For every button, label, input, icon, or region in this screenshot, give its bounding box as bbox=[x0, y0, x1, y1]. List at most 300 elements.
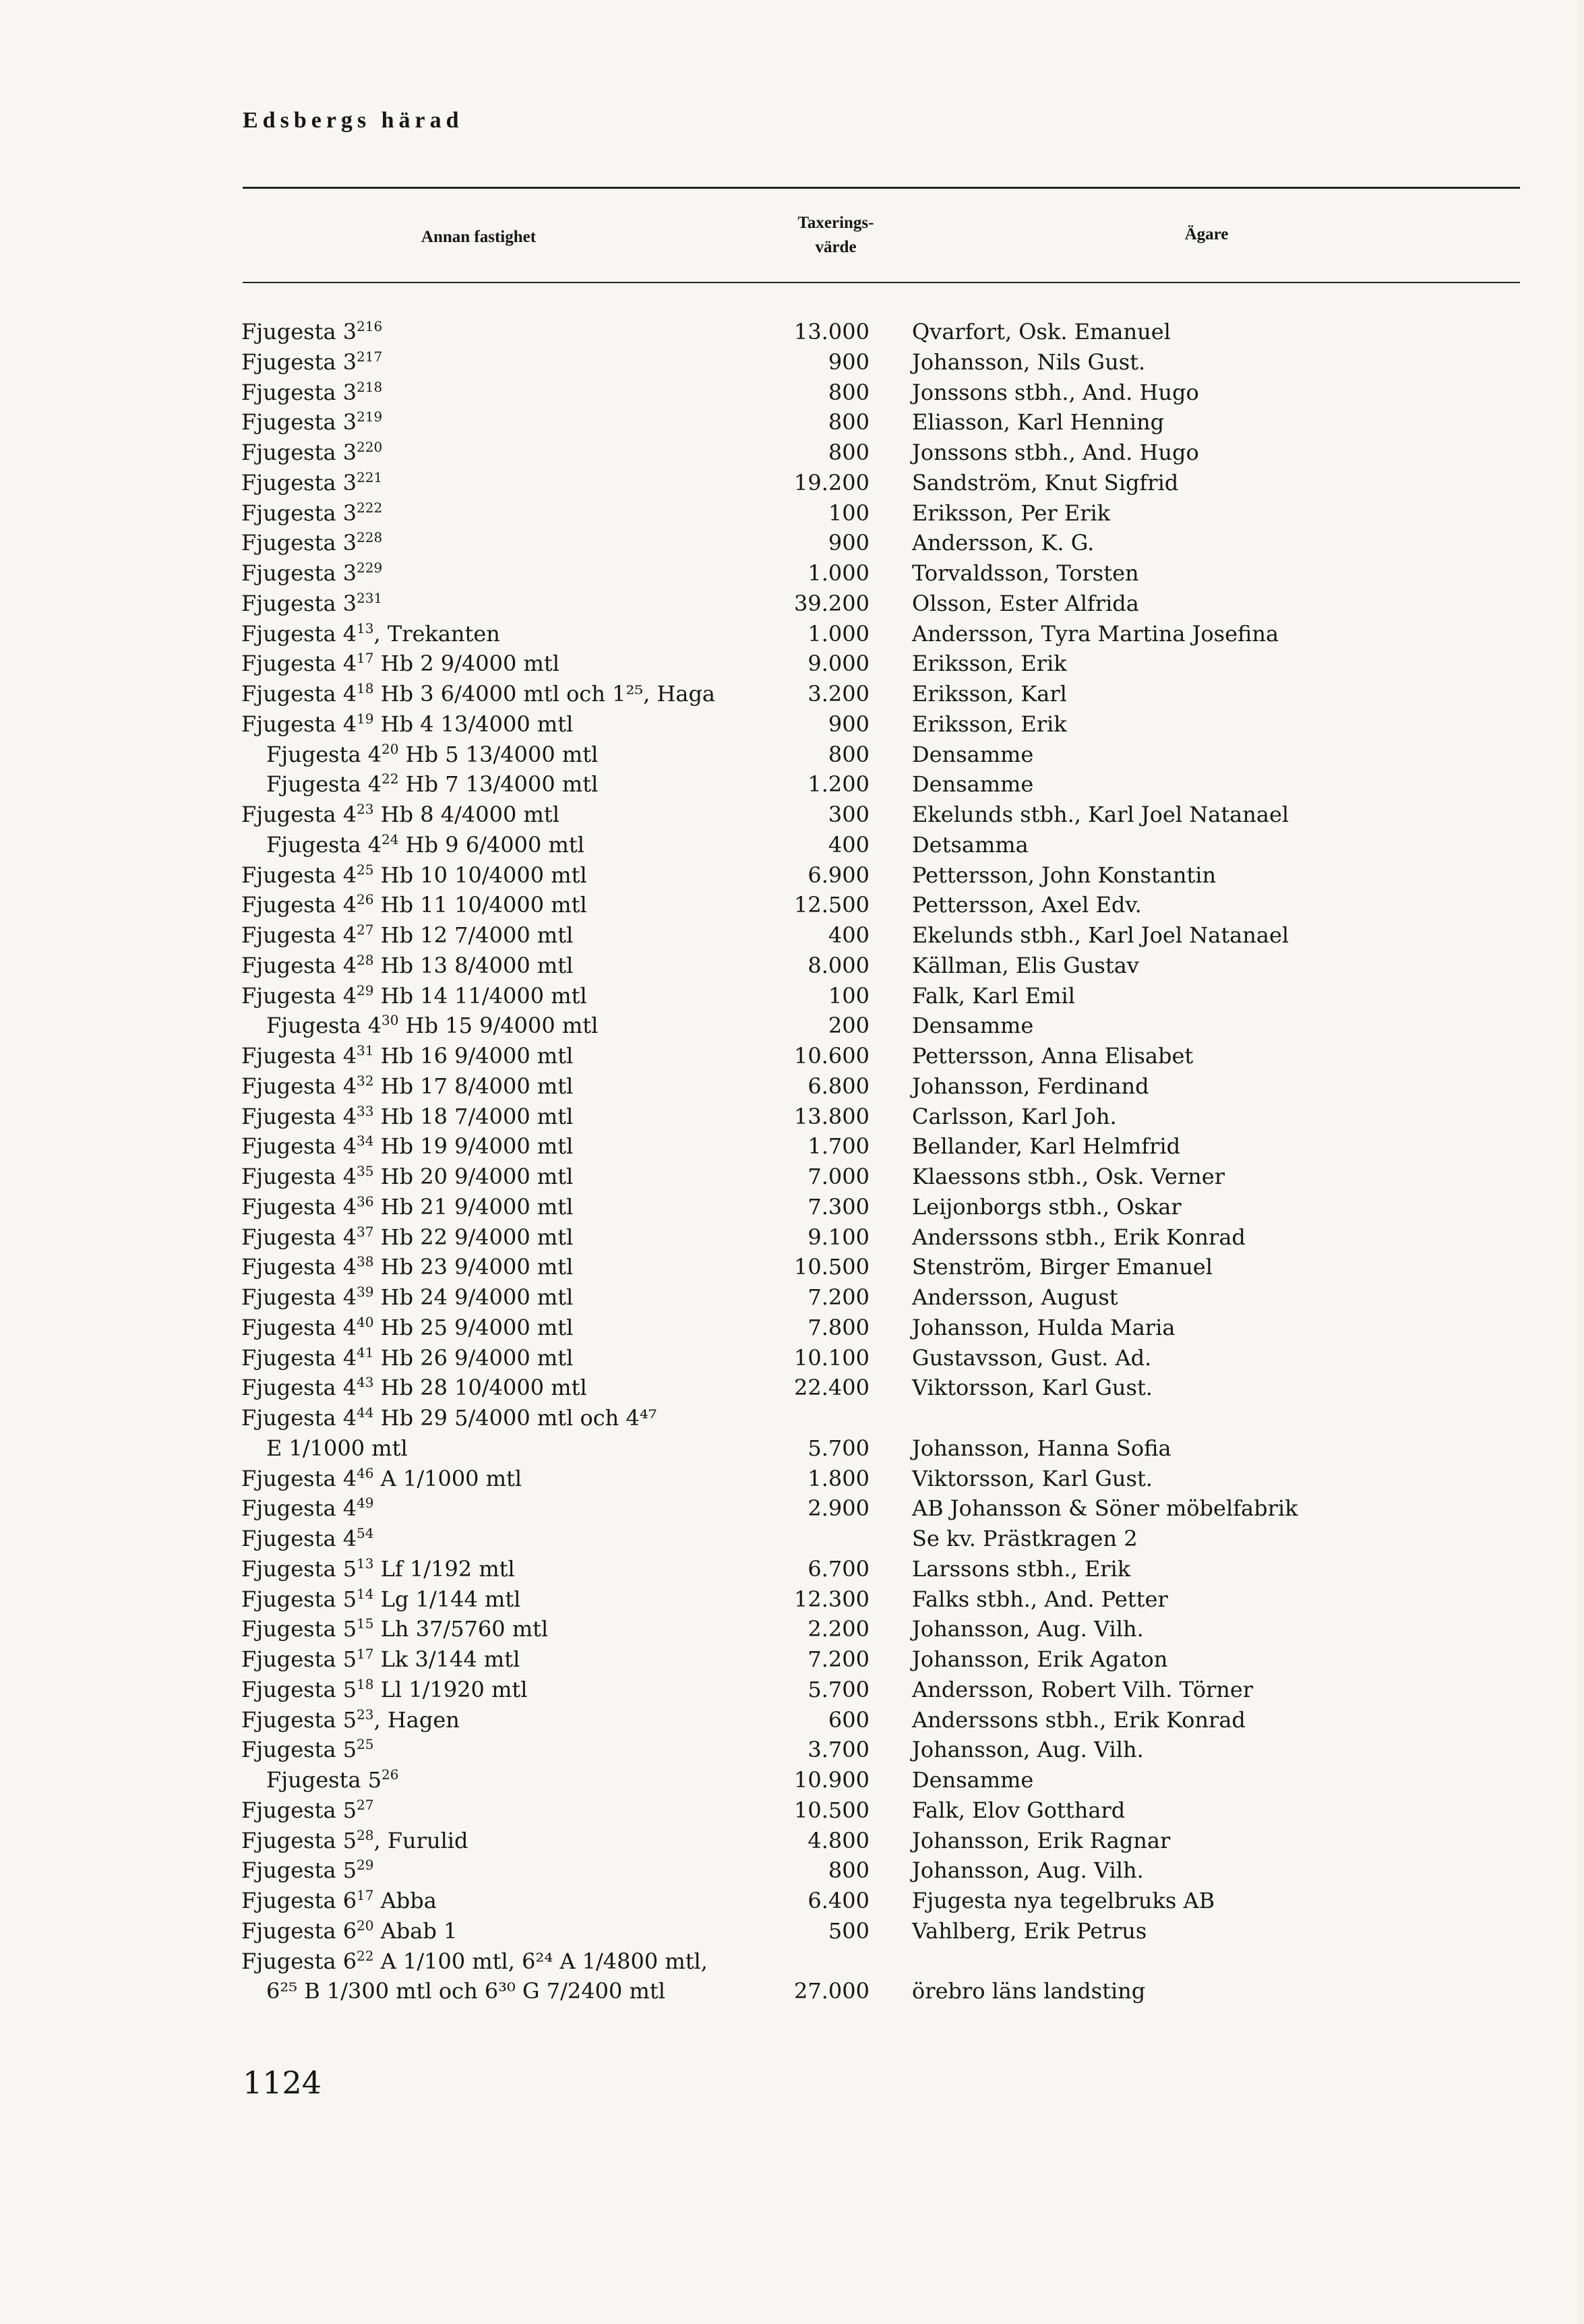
tax-value-cell: 2.900 bbox=[808, 1495, 870, 1522]
table-row bbox=[0, 438, 1577, 468]
property-number-superscript: 36 bbox=[357, 1193, 374, 1210]
property-name: Fjugesta 4 bbox=[241, 952, 357, 978]
property-number-superscript: 24 bbox=[382, 831, 399, 847]
property-detail: Hb 3 6/4000 mtl och 1²⁵, Haga bbox=[373, 681, 715, 707]
property-cell bbox=[241, 679, 715, 709]
property-detail: Hb 21 9/4000 mtl bbox=[373, 1193, 574, 1220]
property-number-superscript: 23 bbox=[357, 801, 374, 817]
property-detail: Hb 24 9/4000 mtl bbox=[373, 1284, 574, 1310]
property-number-superscript: 54 bbox=[357, 1525, 374, 1541]
property-cell bbox=[241, 860, 587, 891]
property-detail: A 1/1000 mtl bbox=[373, 1465, 522, 1491]
property-name: Fjugesta 4 bbox=[241, 1375, 357, 1401]
property-number-superscript: 18 bbox=[357, 680, 374, 696]
column-header-property: Annan fastighet bbox=[421, 228, 537, 246]
table-row bbox=[0, 830, 1577, 860]
property-name: Fjugesta 4 bbox=[241, 802, 357, 827]
table-row bbox=[0, 1433, 1577, 1464]
property-cell bbox=[241, 1162, 573, 1192]
property-detail: Hb 10 10/4000 mtl bbox=[373, 862, 587, 888]
property-cell bbox=[241, 1464, 522, 1494]
owner-cell: Densamme bbox=[912, 771, 1034, 798]
table-row bbox=[0, 1313, 1577, 1343]
tax-value-cell: 900 bbox=[828, 711, 870, 737]
property-cell bbox=[241, 1855, 374, 1886]
property-cell bbox=[241, 1102, 573, 1132]
tax-value-cell: 6.400 bbox=[808, 1888, 870, 1913]
header-rule-top bbox=[243, 187, 1520, 189]
property-cell bbox=[241, 1041, 573, 1071]
property-detail: Hb 2 9/4000 mtl bbox=[373, 651, 559, 677]
tax-value-cell: 800 bbox=[828, 379, 870, 405]
table-row bbox=[0, 347, 1577, 378]
property-number-superscript: 34 bbox=[357, 1133, 374, 1150]
table-row bbox=[0, 1675, 1577, 1705]
property-name: Fjugesta 4 bbox=[241, 1526, 357, 1551]
property-number-superscript: 13 bbox=[357, 1555, 374, 1572]
property-name: Fjugesta 4 bbox=[266, 741, 382, 767]
property-name: Fjugesta 5 bbox=[241, 1827, 357, 1853]
property-name: Fjugesta 4 bbox=[241, 1224, 357, 1250]
property-cell bbox=[241, 800, 559, 830]
property-cell bbox=[241, 1071, 573, 1102]
property-name: Fjugesta 5 bbox=[241, 1616, 357, 1642]
owner-cell: Ekelunds stbh., Karl Joel Natanael bbox=[912, 922, 1289, 948]
tax-value-cell: 800 bbox=[828, 440, 870, 465]
table-row bbox=[0, 1946, 1577, 1977]
property-number-superscript: 18 bbox=[357, 1675, 374, 1692]
table-row bbox=[0, 1041, 1577, 1071]
owner-cell: Johansson, Aug. Vilh. bbox=[912, 1616, 1144, 1642]
property-number-superscript: 31 bbox=[357, 1042, 374, 1059]
property-number-superscript: 20 bbox=[382, 740, 399, 757]
column-header-value bbox=[768, 211, 903, 260]
property-name: Fjugesta 4 bbox=[241, 681, 357, 707]
owner-cell: Detsamma bbox=[912, 831, 1029, 858]
property-name: Fjugesta 4 bbox=[241, 1284, 357, 1310]
property-name: Fjugesta 4 bbox=[266, 771, 382, 798]
property-name: Fjugesta 6 bbox=[241, 1948, 357, 1974]
property-name: Fjugesta 4 bbox=[241, 1344, 357, 1371]
property-cell bbox=[241, 951, 573, 981]
property-number-superscript: 19 bbox=[357, 710, 374, 727]
property-detail: Lf 1/192 mtl bbox=[373, 1555, 515, 1582]
table-row bbox=[0, 1162, 1577, 1192]
property-number-superscript: 33 bbox=[357, 1102, 374, 1119]
property-detail: Hb 8 4/4000 mtl bbox=[373, 802, 559, 827]
table-row bbox=[0, 1584, 1577, 1615]
tax-value-cell: 1.000 bbox=[808, 560, 870, 586]
table-row bbox=[0, 528, 1577, 558]
table-row bbox=[0, 1554, 1577, 1584]
tax-value-cell: 500 bbox=[828, 1917, 870, 1944]
property-name: Fjugesta 4 bbox=[241, 651, 357, 677]
property-detail: Hb 11 10/4000 mtl bbox=[373, 892, 587, 918]
owner-cell: Falk, Elov Gotthard bbox=[912, 1797, 1126, 1823]
property-detail: Hb 26 9/4000 mtl bbox=[373, 1344, 574, 1371]
property-number-superscript: 38 bbox=[357, 1253, 374, 1270]
owner-cell: Sandström, Knut Sigfrid bbox=[912, 469, 1179, 496]
property-name: Fjugesta 3 bbox=[241, 379, 357, 405]
property-number-superscript: 221 bbox=[357, 469, 383, 485]
property-name: Fjugesta 4 bbox=[266, 831, 382, 858]
property-cell bbox=[241, 347, 382, 378]
tax-value-cell: 3.700 bbox=[808, 1737, 870, 1763]
property-detail: Hb 16 9/4000 mtl bbox=[373, 1043, 574, 1069]
owner-cell: Vahlberg, Erik Petrus bbox=[912, 1917, 1147, 1944]
owner-cell: Jonssons stbh., And. Hugo bbox=[912, 379, 1199, 405]
property-name: Fjugesta 4 bbox=[241, 862, 357, 888]
property-cell bbox=[241, 1644, 520, 1675]
table-row bbox=[0, 1282, 1577, 1313]
property-name: Fjugesta 4 bbox=[241, 982, 357, 1009]
tax-value-cell: 39.200 bbox=[794, 590, 870, 616]
table-row bbox=[0, 1735, 1577, 1765]
property-name: Fjugesta 5 bbox=[241, 1706, 357, 1733]
property-cell bbox=[241, 1222, 573, 1253]
property-number-superscript: 228 bbox=[357, 529, 383, 546]
property-name: 6²⁵ B 1/300 mtl och 6³⁰ G 7/2400 mtl bbox=[266, 1978, 665, 2004]
property-name: Fjugesta 4 bbox=[266, 1013, 382, 1039]
table-row bbox=[0, 468, 1577, 498]
property-name: Fjugesta 5 bbox=[241, 1797, 357, 1823]
table-row bbox=[0, 1614, 1577, 1644]
property-cell bbox=[241, 589, 382, 619]
property-detail: Hb 20 9/4000 mtl bbox=[373, 1164, 574, 1189]
owner-cell: Eriksson, Per Erik bbox=[912, 500, 1111, 526]
tax-value-cell: 5.700 bbox=[808, 1676, 870, 1702]
owner-cell: Klaessons stbh., Osk. Verner bbox=[912, 1164, 1225, 1189]
tax-value-cell: 300 bbox=[828, 802, 870, 827]
property-number-superscript: 25 bbox=[357, 1736, 374, 1753]
property-cell bbox=[241, 649, 559, 679]
owner-cell: Pettersson, John Konstantin bbox=[912, 862, 1217, 888]
property-cell bbox=[241, 1403, 657, 1433]
table-row bbox=[0, 1011, 1577, 1041]
property-name: Fjugesta 4 bbox=[241, 1133, 357, 1160]
running-head: Edsbergs härad bbox=[243, 108, 464, 133]
property-number-superscript: 220 bbox=[357, 439, 383, 455]
property-detail: , Furulid bbox=[373, 1827, 468, 1853]
owner-cell: AB Johansson & Söner möbelfabrik bbox=[912, 1495, 1298, 1522]
property-name: Fjugesta 4 bbox=[241, 1164, 357, 1189]
property-name: E 1/1000 mtl bbox=[266, 1435, 408, 1461]
tax-value-cell: 400 bbox=[828, 922, 870, 948]
tax-value-cell: 6.800 bbox=[808, 1073, 870, 1099]
property-cell bbox=[241, 1192, 573, 1222]
table-row bbox=[0, 407, 1577, 438]
tax-value-cell: 800 bbox=[828, 1857, 870, 1884]
property-detail: Hb 12 7/4000 mtl bbox=[373, 922, 574, 948]
tax-value-cell: 100 bbox=[828, 500, 870, 526]
property-cell bbox=[241, 1826, 468, 1856]
tax-value-cell: 800 bbox=[828, 409, 870, 436]
property-cell bbox=[241, 981, 587, 1011]
property-detail: Lh 37/5760 mtl bbox=[373, 1616, 549, 1642]
tax-value-cell: 8.000 bbox=[808, 952, 870, 978]
table-row bbox=[0, 1916, 1577, 1946]
property-cell bbox=[241, 920, 573, 951]
property-name: Fjugesta 5 bbox=[241, 1676, 357, 1702]
table-row bbox=[0, 378, 1577, 408]
owner-cell: Ekelunds stbh., Karl Joel Natanael bbox=[912, 802, 1289, 827]
column-header-owner: Ägare bbox=[1184, 225, 1229, 243]
property-cell bbox=[266, 1433, 408, 1464]
tax-value-cell: 4.800 bbox=[808, 1827, 870, 1853]
owner-cell: Viktorsson, Karl Gust. bbox=[912, 1465, 1153, 1491]
property-name: Fjugesta 4 bbox=[241, 1405, 357, 1431]
table-row bbox=[0, 1222, 1577, 1253]
table-row bbox=[0, 1705, 1577, 1735]
property-number-superscript: 14 bbox=[357, 1585, 374, 1602]
table-row bbox=[0, 1192, 1577, 1222]
owner-cell: Stenström, Birger Emanuel bbox=[912, 1254, 1213, 1280]
property-number-superscript: 218 bbox=[357, 378, 383, 395]
table-row bbox=[0, 890, 1577, 920]
property-name: Fjugesta 5 bbox=[241, 1586, 357, 1612]
property-number-superscript: 17 bbox=[357, 1646, 374, 1662]
property-number-superscript: 20 bbox=[357, 1917, 374, 1934]
property-detail: Abba bbox=[373, 1888, 437, 1913]
property-detail: , Hagen bbox=[373, 1706, 460, 1733]
tax-value-cell: 27.000 bbox=[794, 1978, 870, 2004]
owner-cell: Andersson, August bbox=[912, 1284, 1118, 1310]
property-cell bbox=[241, 378, 382, 408]
page-number: 1124 bbox=[243, 2064, 322, 2101]
tax-value-cell: 10.500 bbox=[794, 1797, 870, 1823]
property-number-superscript: 27 bbox=[357, 922, 374, 938]
property-detail: Hb 9 6/4000 mtl bbox=[398, 831, 584, 858]
table-row bbox=[0, 981, 1577, 1011]
owner-cell: Anderssons stbh., Erik Konrad bbox=[912, 1706, 1246, 1733]
owner-cell: Carlsson, Karl Joh. bbox=[912, 1103, 1117, 1129]
property-name: Fjugesta 5 bbox=[241, 1555, 357, 1582]
property-cell bbox=[241, 1343, 573, 1373]
property-detail: Abab 1 bbox=[373, 1917, 458, 1944]
tax-value-cell: 2.200 bbox=[808, 1616, 870, 1642]
tax-value-cell: 1.800 bbox=[808, 1465, 870, 1491]
property-detail: Hb 25 9/4000 mtl bbox=[373, 1314, 574, 1340]
owner-cell: Eriksson, Erik bbox=[912, 651, 1067, 677]
property-cell bbox=[241, 1252, 573, 1282]
property-cell bbox=[241, 1313, 573, 1343]
table-row bbox=[0, 1131, 1577, 1162]
property-detail: Hb 13 8/4000 mtl bbox=[373, 952, 574, 978]
property-cell bbox=[266, 769, 598, 800]
table-row bbox=[0, 1071, 1577, 1102]
property-number-superscript: 37 bbox=[357, 1223, 374, 1240]
tax-value-cell: 1.700 bbox=[808, 1133, 870, 1160]
table-row bbox=[0, 1343, 1577, 1373]
property-cell bbox=[266, 1011, 598, 1041]
property-number-superscript: 32 bbox=[357, 1072, 374, 1089]
owner-cell: Olsson, Ester Alfrida bbox=[912, 590, 1139, 616]
owner-cell: Johansson, Hulda Maria bbox=[912, 1314, 1176, 1340]
owner-cell: Jonssons stbh., And. Hugo bbox=[912, 440, 1199, 465]
property-number-superscript: 49 bbox=[357, 1495, 374, 1512]
property-detail: Ll 1/1920 mtl bbox=[373, 1676, 528, 1702]
table-row bbox=[0, 1644, 1577, 1675]
property-number-superscript: 29 bbox=[357, 1857, 374, 1874]
property-number-superscript: 23 bbox=[357, 1706, 374, 1723]
tax-value-cell: 9.000 bbox=[808, 651, 870, 677]
property-name: Fjugesta 4 bbox=[241, 892, 357, 918]
column-header-value-line2: värde bbox=[815, 238, 857, 256]
table-row bbox=[0, 558, 1577, 589]
property-number-superscript: 17 bbox=[357, 1887, 374, 1903]
property-cell bbox=[266, 740, 598, 770]
property-number-superscript: 39 bbox=[357, 1284, 374, 1300]
property-name: Fjugesta 3 bbox=[241, 409, 357, 436]
table-row bbox=[0, 619, 1577, 649]
tax-value-cell: 7.200 bbox=[808, 1284, 870, 1310]
property-name: Fjugesta 4 bbox=[241, 620, 357, 647]
property-number-superscript: 30 bbox=[382, 1012, 399, 1029]
property-name: Fjugesta 4 bbox=[241, 1103, 357, 1129]
property-number-superscript: 26 bbox=[357, 891, 374, 908]
property-number-superscript: 28 bbox=[357, 1826, 374, 1843]
property-number-superscript: 222 bbox=[357, 499, 383, 516]
table-row bbox=[0, 679, 1577, 709]
property-name: Fjugesta 5 bbox=[266, 1767, 382, 1793]
property-name: Fjugesta 5 bbox=[241, 1857, 357, 1884]
property-cell bbox=[241, 890, 587, 920]
header-rule-bottom bbox=[243, 282, 1520, 283]
property-name: Fjugesta 3 bbox=[241, 319, 357, 345]
property-name: Fjugesta 5 bbox=[241, 1646, 357, 1672]
property-cell bbox=[241, 1373, 587, 1403]
owner-cell: Qvarfort, Osk. Emanuel bbox=[912, 319, 1171, 345]
property-detail: Hb 15 9/4000 mtl bbox=[398, 1013, 599, 1039]
property-number-superscript: 41 bbox=[357, 1344, 374, 1361]
property-cell bbox=[241, 528, 382, 558]
property-detail: Lk 3/144 mtl bbox=[373, 1646, 520, 1672]
tax-value-cell: 22.400 bbox=[794, 1375, 870, 1401]
tax-value-cell: 900 bbox=[828, 349, 870, 375]
table-row bbox=[0, 709, 1577, 740]
property-detail: Hb 4 13/4000 mtl bbox=[373, 711, 574, 737]
tax-value-cell: 13.800 bbox=[794, 1103, 870, 1129]
table-row bbox=[0, 1855, 1577, 1886]
tax-value-cell: 400 bbox=[828, 831, 870, 858]
owner-cell: Densamme bbox=[912, 1767, 1034, 1793]
tax-value-cell: 1.200 bbox=[808, 771, 870, 798]
owner-cell: Falks stbh., And. Petter bbox=[912, 1586, 1168, 1612]
owner-cell: Johansson, Aug. Vilh. bbox=[912, 1737, 1144, 1763]
property-cell bbox=[241, 438, 382, 468]
owner-cell: Johansson, Nils Gust. bbox=[912, 349, 1146, 375]
property-cell bbox=[241, 468, 382, 498]
table-row bbox=[0, 1403, 1577, 1433]
tax-value-cell: 200 bbox=[828, 1013, 870, 1039]
owner-cell: Gustavsson, Gust. Ad. bbox=[912, 1344, 1152, 1371]
owner-cell: Källman, Elis Gustav bbox=[912, 952, 1139, 978]
owner-cell: Bellander, Karl Helmfrid bbox=[912, 1133, 1181, 1160]
property-number-superscript: 22 bbox=[357, 1947, 374, 1964]
property-cell bbox=[241, 1705, 460, 1735]
owner-cell: Densamme bbox=[912, 1013, 1034, 1039]
owner-cell: Johansson, Aug. Vilh. bbox=[912, 1857, 1144, 1884]
owner-cell: Torvaldsson, Torsten bbox=[912, 560, 1139, 586]
property-detail: Hb 28 10/4000 mtl bbox=[373, 1375, 587, 1401]
table-row bbox=[0, 1976, 1577, 2006]
property-number-superscript: 27 bbox=[357, 1796, 374, 1813]
property-name: Fjugesta 3 bbox=[241, 440, 357, 465]
property-number-superscript: 29 bbox=[357, 982, 374, 999]
tax-value-cell: 900 bbox=[828, 530, 870, 556]
table-row bbox=[0, 1373, 1577, 1403]
property-name: Fjugesta 4 bbox=[241, 1495, 357, 1522]
tax-value-cell: 7.300 bbox=[808, 1193, 870, 1220]
property-number-superscript: 28 bbox=[357, 951, 374, 968]
property-name: Fjugesta 4 bbox=[241, 1073, 357, 1099]
owner-cell: Pettersson, Anna Elisabet bbox=[912, 1043, 1194, 1069]
table-row bbox=[0, 649, 1577, 679]
tax-value-cell: 100 bbox=[828, 982, 870, 1009]
table-row bbox=[0, 317, 1577, 347]
property-detail: Hb 14 11/4000 mtl bbox=[373, 982, 587, 1009]
owner-cell: Johansson, Ferdinand bbox=[912, 1073, 1149, 1099]
table-row bbox=[0, 1102, 1577, 1132]
table-row bbox=[0, 800, 1577, 830]
table-row bbox=[0, 1493, 1577, 1524]
property-detail: Lg 1/144 mtl bbox=[373, 1586, 521, 1612]
property-name: Fjugesta 3 bbox=[241, 560, 357, 586]
property-name: Fjugesta 5 bbox=[241, 1737, 357, 1763]
property-detail: A 1/100 mtl, 6²⁴ A 1/4800 mtl, bbox=[373, 1948, 708, 1974]
property-cell bbox=[241, 407, 382, 438]
property-name: Fjugesta 4 bbox=[241, 711, 357, 737]
owner-cell: Anderssons stbh., Erik Konrad bbox=[912, 1224, 1246, 1250]
tax-value-cell: 10.900 bbox=[794, 1767, 870, 1793]
table-row bbox=[0, 1524, 1577, 1554]
property-cell bbox=[266, 1976, 665, 2006]
owner-cell: Eliasson, Karl Henning bbox=[912, 409, 1165, 436]
property-cell bbox=[241, 1886, 437, 1916]
property-number-superscript: 216 bbox=[357, 318, 383, 334]
table-row bbox=[0, 740, 1577, 770]
property-number-superscript: 217 bbox=[357, 348, 383, 365]
owner-cell: Eriksson, Karl bbox=[912, 681, 1067, 707]
property-number-superscript: 229 bbox=[357, 560, 383, 576]
property-name: Fjugesta 4 bbox=[241, 1043, 357, 1069]
owner-cell: Johansson, Erik Agaton bbox=[912, 1646, 1168, 1672]
owner-cell: Fjugesta nya tegelbruks AB bbox=[912, 1888, 1215, 1913]
property-detail: , Trekanten bbox=[373, 620, 500, 647]
property-number-superscript: 44 bbox=[357, 1404, 374, 1421]
tax-value-cell: 7.800 bbox=[808, 1314, 870, 1340]
property-cell bbox=[241, 1735, 374, 1765]
property-name: Fjugesta 4 bbox=[241, 1193, 357, 1220]
property-cell bbox=[241, 498, 382, 529]
property-name: Fjugesta 4 bbox=[241, 1314, 357, 1340]
table-row bbox=[0, 860, 1577, 891]
property-name: Fjugesta 3 bbox=[241, 590, 357, 616]
property-number-superscript: 43 bbox=[357, 1374, 374, 1391]
table-row bbox=[0, 1826, 1577, 1856]
property-number-superscript: 35 bbox=[357, 1163, 374, 1179]
property-name: Fjugesta 3 bbox=[241, 349, 357, 375]
property-number-superscript: 22 bbox=[382, 771, 399, 787]
property-name: Fjugesta 3 bbox=[241, 500, 357, 526]
property-cell bbox=[241, 709, 573, 740]
property-number-superscript: 231 bbox=[357, 589, 383, 606]
property-name: Fjugesta 4 bbox=[241, 1465, 357, 1491]
property-number-superscript: 13 bbox=[357, 620, 374, 636]
owner-cell: Se kv. Prästkragen 2 bbox=[912, 1526, 1138, 1551]
property-cell bbox=[266, 830, 584, 860]
tax-value-cell: 10.100 bbox=[794, 1344, 870, 1371]
